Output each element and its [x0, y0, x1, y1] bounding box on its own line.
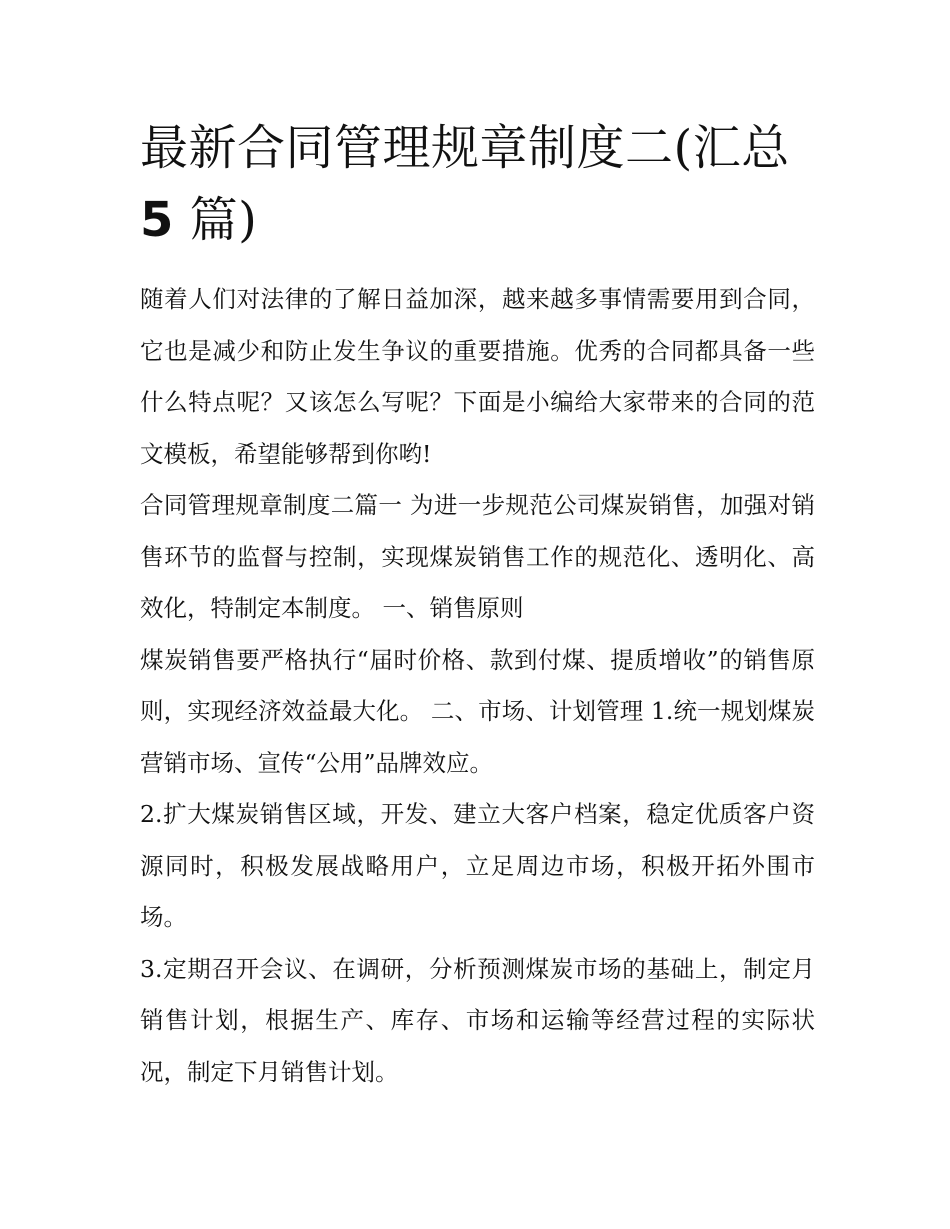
document-title: [140, 112, 815, 256]
document-body: [140, 274, 815, 1098]
paragraph-section-one: 合同管理规章制度二篇一 为进一步规范公司煤炭销售，加强对销售环节的监督与控制，实现煤炭销售工作的规范化、透明化、高效化，特制定本制度。 一、销售原则: [140, 491, 815, 622]
paragraph-intro: 随着人们对法律的了解日益加深，越来越多事情需要用到合同，它也是减少和防止发生争议的重要措施。优秀的合同都具备一些什么特点呢？又该怎么写呢？下面是小编给大家带来的合同的范文模板，希望能够帮到你哟!: [140, 285, 815, 468]
title-tail: 篇): [173, 192, 258, 248]
paragraph-item-2: 2.扩大煤炭销售区域，开发、建立大客户档案，稳定优质客户资源同时，积极发展战略用户，立足周边市场，积极开拓外围市场。: [140, 800, 815, 931]
paragraph-sales-principle: 煤炭销售要严格执行“届时价格、款到付煤、提质增收”的销售原则，实现经济效益最大化。 二、市场、计划管理 1.统一规划煤炭营销市场、宣传“公用”品牌效应。: [140, 645, 815, 777]
title-number: 5: [140, 192, 174, 248]
title-main: 最新合同管理规章制度二(汇总: [140, 120, 790, 176]
document-page: [140, 112, 815, 1098]
paragraph-item-3: 3.定期召开会议、在调研，分析预测煤炭市场的基础上，制定月销售计划，根据生产、库存、市场和运输等经营过程的实际状况，制定下月销售计划。: [140, 954, 815, 1086]
